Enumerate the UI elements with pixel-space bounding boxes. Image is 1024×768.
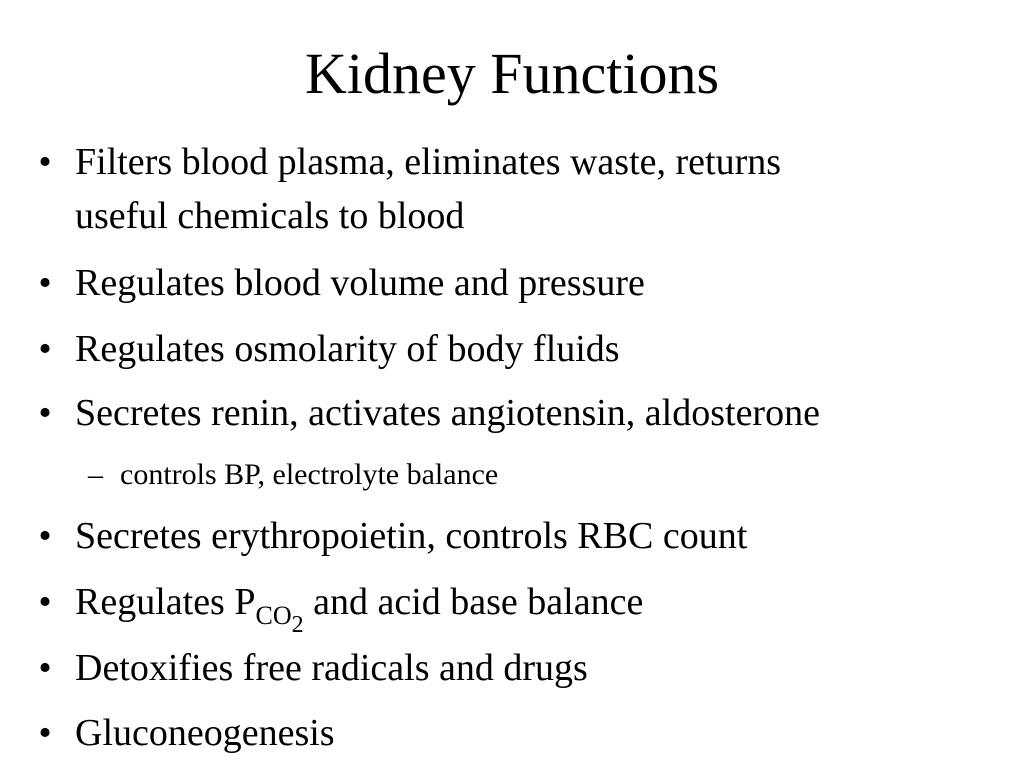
bullet-text: Regulates blood volume and pressure [75,262,645,304]
bullet-point-icon: • [38,392,52,434]
bullet-text [75,575,644,638]
sub-bullet-text: controls BP, electrolyte balance [120,458,499,491]
subscript-2: 2 [291,612,304,638]
bullet-point-icon: • [38,581,52,623]
bullet-text: Filters blood plasma, eliminates waste, returns [75,141,782,183]
bullet-text: Secretes renin, activates angiotensin, aldosterone [75,392,820,434]
bullet-text: Gluconeogenesis [75,712,335,754]
bullet-text: Secretes erythropoietin, controls RBC count [75,515,748,557]
bullet-point-icon: • [38,712,52,754]
dash-icon: – [88,458,103,491]
bullet-text-part: Regulates P [75,581,256,623]
subscript-co [255,601,304,638]
bullet-text: Detoxifies free radicals and drugs [75,647,588,689]
subscript-co-text: CO [255,601,292,630]
bullet-point-icon: • [38,262,52,304]
bullet-point-icon: • [38,328,52,370]
bullet-point-icon: • [38,141,52,183]
bullet-text-part: and acid base balance [303,581,644,623]
bullet-point-icon: • [38,515,52,557]
slide-title: Kidney Functions [304,41,720,106]
bullet-point-icon: • [38,647,52,689]
bullet-text: useful chemicals to blood [75,195,465,237]
bullet-text: Regulates osmolarity of body fluids [75,328,620,370]
